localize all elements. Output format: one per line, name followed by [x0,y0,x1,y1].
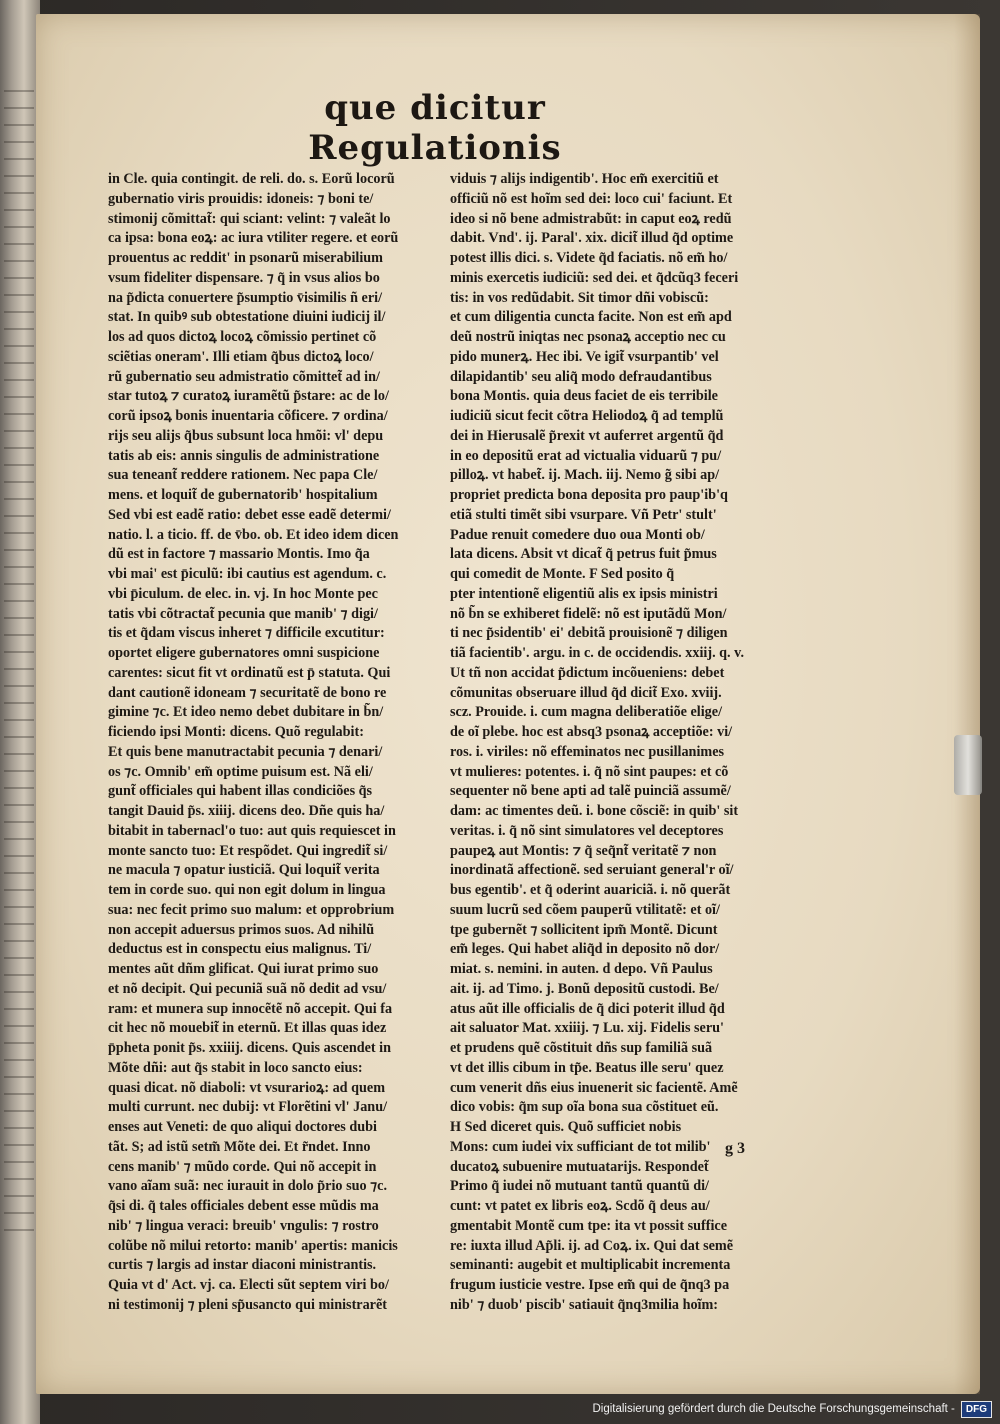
text-line: vt mulieres: potentes. i. q̃ nõ sint paupes: et cõ [450,763,729,780]
text-line: vt det illis cibum in tp̃e. Beatus ille seru' quez [450,1059,724,1076]
text-line: Et quis bene manutractabit pecunia ⁊ denari/ [108,743,383,760]
text-line: Sed vbi est eadẽ ratio: debet esse eadẽ determi/ [108,506,391,523]
text-line: sua: nec fecit primo suo malum: et opprobrium [108,901,395,918]
text-line: gunt̃ officiales qui habent illas condiciões q̃s [108,783,373,800]
text-line: tangit Dauid p̃s. xiiij. dicens deo. Dñe quis ha/ [108,803,385,819]
text-line: et nõ decipit. Qui pecuniã suã nõ dedit ad vsu/ [108,980,387,997]
text-line: veritas. i. q̃ nõ sint simulatores vel deceptores [450,822,724,839]
text-line: tãt. S; ad istũ setm̃ Mõte dei. Et r̃ndet. Inno [108,1138,371,1155]
text-line: suum lucrũ sed cõem pauperũ vtilitatẽ: et oĩ/ [450,901,720,918]
text-line: in eo depositũ erat ad victualia viduarũ ⁊ pu/ [450,447,722,464]
text-line: stat. In quibꝰ sub obtestatione diuini iudicij il/ [108,309,386,326]
text-line: vbi mai' est p̄iculũ: ibi cautius est agendum. c. [108,566,387,582]
text-line: inordinatã affectionẽ. sed seruiant general'r oĩ/ [450,862,734,879]
text-line: Mons: cum iudei vix sufficiant de tot milib' [450,1138,711,1155]
text-line: multi currunt. nec dubij: vt Florẽtini vl' Janu/ [108,1099,388,1116]
text-line: tpe gubernẽt ⁊ sollicitent ipm̃ Montẽ. Dicunt [450,921,718,938]
text-line: ne macula ⁊ opatur iusticiã. Qui loquit̃ verita [108,862,380,879]
text-line: q̃si di. q̃ tales officiales debent esse mũdis ma [108,1198,379,1214]
text-line: ni testimonij ⁊ pleni sp̃usancto qui ministrarẽt [108,1296,387,1313]
text-line: dico vobis: q̃m sup oĩa bona sua cõstituet eũ. [450,1099,719,1116]
signature-mark: g 3 [725,1140,745,1157]
text-line: bus egentib'. et q̃ oderint auariciã. i. nõ querãt [450,882,731,898]
text-line: viduis ⁊ alijs indigentib'. Hoc em̃ exercitiũ et [450,171,719,187]
text-line: Primo q̃ iudei nõ mutuant tantũ quantũ di/ [450,1178,709,1195]
text-line: corũ ipsoꝝ bonis inuentaria cõficere. ⁊ ordina/ [108,408,388,424]
text-line: dei in Hierusalẽ p̃rexit vt auferret argentũ q̃d [450,427,724,444]
text-line: ait saluator Mat. xxiiij. ⁊ Lu. xij. Fidelis seru' [450,1020,724,1037]
text-line: iudiciũ sicut fecit cõtra Heliodoꝝ q̃ ad templũ [450,408,724,424]
text-line: ram: et munera sup innocẽtẽ nõ accepit. Qui fa [108,1000,393,1017]
text-line: mentes aũt dñm glificat. Qui iurat primo suo [108,961,379,977]
text-line: pter intentionẽ eligentiũ alis ex ipsis ministri [450,585,718,602]
text-line: potest illis dici. s. Videte q̃d faciatis. nõ em̃ ho/ [450,250,728,266]
text-line: ducatoꝝ subuenire mutuatarijs. Respondet̃ [450,1158,709,1175]
text-line: miat. s. nemini. in auten. d depo. Vñ Paulus [450,961,713,977]
dfg-logo: DFG [961,1401,992,1418]
text-line: ait. ij. ad Timo. j. Bonũ depositũ custodi. Be/ [450,980,719,997]
text-line: cens manib' ⁊ mũdo corde. Qui nõ accepit in [108,1158,377,1175]
text-line: cum venerit dñs eius inuenerit sic facientẽ. Amẽ [450,1079,738,1096]
text-line: deductus est in conspectu eius malignus. Ti/ [108,941,372,958]
text-line: dũ est in factore ⁊ massario Montis. Imo q̃a [108,546,370,563]
text-line: tem in corde suo. qui non egit dolum in lingua [108,882,386,898]
text-line: gmentabit Montẽ cum tpe: ita vt possit suffice [450,1217,728,1234]
text-line: re: iuxta illud Ap̃li. ij. ad Coꝝ. ix. Qui dat semẽ [450,1237,734,1254]
text-line: gimine ⁊c. Et ideo nemo debet dubitare in b̃n/ [108,704,384,721]
text-line: carentes: sicut fit vt ordinatũ est p̄ statuta. Qui [108,664,391,681]
text-line: Ut tñ non accidat p̃dictum incõueniens: debet [450,664,725,681]
text-line: quasi dicat. nõ diaboli: vt vsurarioꝝ: ad quem [108,1079,386,1096]
page-header-title: que dicitur Regulationis [308,88,562,168]
text-line: star tutoꝝ ⁊ curatoꝝ iuramẽtũ p̃stare: ac de lo/ [108,388,389,405]
text-line: sciẽtias oneram'. Illi etiam q̃bus dictoꝝ loco/ [108,348,374,365]
text-line: et cum diligentia cuncta facite. Non est em̃ apd [450,309,732,326]
text-line: dilapidantib' seu aliq̃ modo defraudantibus [450,368,712,385]
text-line: officiũ nõ est hoĩm sed dei: loco cui' faciunt. Et [450,190,733,207]
text-line: ca ipsa: bona eoꝝ: ac iura vtiliter regere. et eorũ [108,230,399,247]
text-line: H Sed diceret quis. Quõ sufficiet nobis [450,1119,682,1135]
text-line: nib' ⁊ lingua veraci: breuib' vngulis: ⁊ rostro [108,1217,379,1234]
text-line: Padue renuit comedere duo oua Monti ob/ [450,526,705,543]
text-line: los ad quos dictoꝝ locoꝝ cõmissio pertinet cõ [108,329,377,345]
text-line: em̃ leges. Qui habet aliq̃d in deposito nõ dor/ [450,941,720,958]
previous-page-edge [0,0,40,1424]
text-line: natio. l. a ticio. ff. de v̄bo. ob. Et ideo idem dicen [108,526,399,543]
text-line: rũ gubernatio seu admistratio cõmittet̃ ad in/ [108,368,380,385]
text-line: monte sancto tuo: Et respõdet. Qui ingredit̃ si/ [108,842,388,859]
text-line: na p̃dicta conuertere p̃sumptio v̄isimilis ñ eri/ [108,289,383,306]
left-text-column [108,170,430,1316]
text-line: ros. i. viriles: nõ effeminatos nec pusillanimes [450,743,725,760]
text-line: vbi p̄iculum. de elec. in. vj. In hoc Monte pec [108,585,378,602]
text-line: enses aut Veneti: de quo aliqui doctores dubi [108,1119,377,1135]
text-line: de oĩ plebe. hoc est absq3 psonaꝝ acceptiõe: vi/ [450,724,733,740]
previous-page-text-lines [4,90,34,1240]
text-line: dant cautionẽ idoneam ⁊ securitatẽ de bono re [108,684,387,701]
text-line: colũbe nõ milui retorto: manib' apertis: manicis [108,1237,398,1254]
text-line: cunt: vt patet ex libris eoꝝ. Scdõ q̃ deus au/ [450,1198,710,1214]
text-line: bitabit in tabernacl'o tuo: aut quis requiescet in [108,822,396,839]
text-line: ti nec p̃sidentib' ei' debitã prouisionẽ ⁊ diligen [450,625,728,642]
text-line: vano aĩam suã: nec iurauit in dolo p̃rio suo ⁊c. [108,1178,388,1195]
text-line: in Cle. quia contingit. de reli. do. s. Eorũ locorũ [108,171,395,187]
text-line: ficiendo ipsi Monti: dicens. Quõ regulabit: [108,724,364,740]
text-line: tatis ab eis: annis singulis de administratione [108,447,380,464]
text-line: tis et q̃dam viscus inheret ⁊ difficile excutitur: [108,625,385,642]
text-line: paupeꝝ aut Montis: ⁊ q̃ seq̃nt̃ veritatẽ ⁊ non [450,842,717,859]
text-line: non accepit aduersus primos suos. Ad nihilũ [108,921,375,938]
book-clasp [954,735,982,795]
text-line: dabit. Vnd'. ij. Paral'. xix. dicit̃ illud q̃d optime [450,230,734,247]
text-line: tiã facientib'. argu. in c. de occidendis. xxiij. q. v. [450,645,745,661]
text-line: minis exercetis iudiciũ: sed dei. et q̃dcũq3 feceri [450,269,739,286]
text-line: curtis ⁊ largis ad instar diaconi ministrantis. [108,1257,377,1274]
text-line: Mõte dñi: aut q̃s stabit in loco sancto eius: [108,1059,363,1076]
text-line: lata dicens. Absit vt dicat̃ q̃ petrus fuit p̃mus [450,546,717,563]
right-text-column [450,170,770,1316]
text-line: tatis vbi cõtractat̃ pecunia que manib' ⁊ digi/ [108,605,378,622]
footer-text: Digitalisierung gefördert durch die Deutsche Forschungsgemeinschaft - [592,1403,955,1415]
text-line: qui comedit de Monte. F Sed posito q̃ [450,566,675,582]
text-line: tis: in vos redũdabit. Sit timor dñi vobiscũ: [450,289,709,306]
text-line: atus aũt ille officialis de q̃ dici poterit illud q̃d [450,1000,725,1017]
text-line: mens. et loquit̃ de gubernatorib' hospitalium [108,487,378,503]
text-line: et prudens quẽ cõstituit dñs sup familiã suã [450,1040,713,1056]
text-line: vsum fideliter dispensare. ⁊ q̃ in vsus alios bo [108,269,380,286]
text-line: pilloꝝ. vt habet̃. ij. Mach. iij. Nemo g̃ sibi ap/ [450,467,720,484]
text-line: cõmunitas obseruare illud q̃d dicit̃ Exo. xviij. [450,684,722,701]
text-line: p̄pheta ponit p̃s. xxiiij. dicens. Quis ascendet in [108,1040,392,1056]
text-line: rijs seu alijs q̃bus subsunt loca hmõi: vl' depu [108,427,384,444]
text-line: stimonij cõmittat̃: qui sciant: velint: ⁊ valeãt lo [108,210,391,227]
text-line: propriet predicta bona deposita pro paup'ib'q [450,487,728,503]
text-line: oportet eligere gubernatores omni suspicione [108,645,380,661]
text-line: etiã stulti timẽt sibi vsurpare. Vñ Petr' stult' [450,506,717,523]
text-line: nib' ⁊ duob' piscib' satiauit q̃nq3milia hoĩm: [450,1296,719,1313]
text-line: cit hec nõ mouebit̃ in eternũ. Et illas quas idez [108,1020,387,1037]
text-line: scz. Prouide. i. cum magna deliberatiõe elige/ [450,704,723,721]
text-line: frugum iusticie vestre. Ipse em̃ qui de q̃nq3 pa [450,1277,730,1293]
text-line: prouentus ac reddit' in psonarũ miserabilium [108,250,383,266]
text-line: bona Montis. quia deus faciet de eis terribile [450,388,718,405]
text-line: nõ b̃n se exhiberet fidelẽ: nõ est iputãdũ Mon/ [450,605,727,622]
text-line: Quia vt d' Act. vj. ca. Electi sũt septem viri bo/ [108,1277,389,1293]
text-line: os ⁊c. Omnib' em̃ optime puisum est. Nã eli/ [108,763,373,780]
text-line: deũ nostrũ iniqtas nec psonaꝝ acceptio nec cu [450,329,726,345]
text-line: pido munerꝝ. Hec ibi. Ve igit̃ vsurpantib' vel [450,348,719,365]
text-line: gubernatio viris prouidis: idoneis: ⁊ boni te/ [108,190,374,207]
footer-credit [592,1398,992,1420]
text-line: dam: ac timentes deũ. i. bone cõsciẽ: in quib' sit [450,803,739,819]
text-line: seminanti: augebit et multiplicabit incrementa [450,1257,731,1274]
page-edge-shadow [954,14,980,1394]
text-line: sua teneant̃ reddere rationem. Nec papa Cle/ [108,467,378,484]
text-line: sequenter nõ bene apti ad talẽ puinciã assumẽ/ [450,783,731,800]
text-line: ideo si nõ bene admistrabũt: in caput eoꝝ redũ [450,210,732,227]
